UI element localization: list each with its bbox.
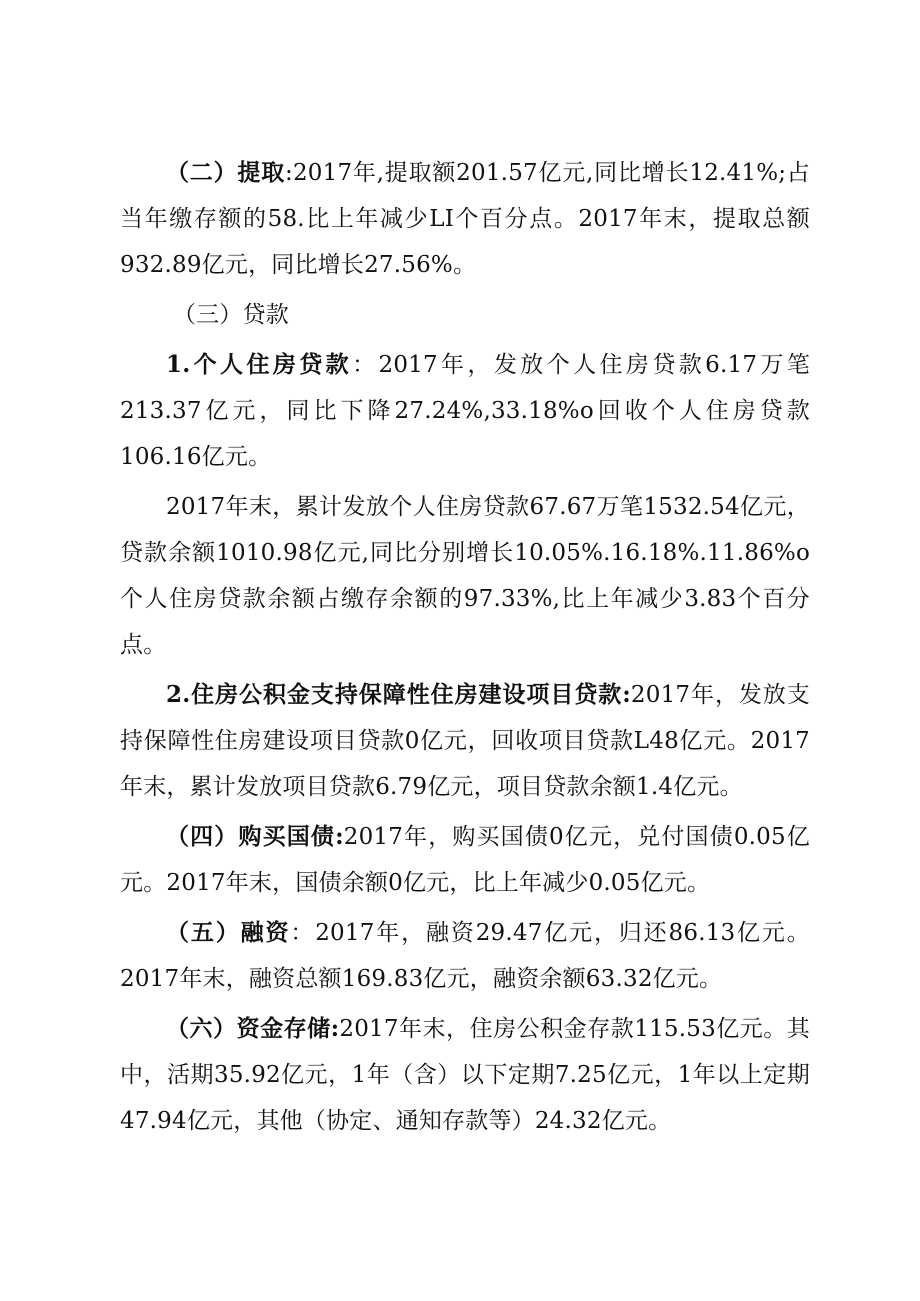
paragraph-heading: （二）提取	[166, 159, 285, 186]
paragraph-text: 2017年末，住房公积金存款115.53亿元。其中，活期35.92亿元，1年（含）以下定期7.25亿元，1年以上定期47.94亿元，其他（协定、通知存款等）24.32亿元。	[120, 1016, 811, 1134]
paragraph-financing	[120, 910, 810, 1002]
paragraph-project-loans	[120, 672, 810, 810]
paragraph-text: 2017年末，累计发放个人住房贷款67.67万笔1532.54亿元，贷款余额1010.98亿元,同比分别增长10.05%.16.18%.11.86%o个人住房贷款余额占缴存余额的97.33%,比上年减少3.83个百分点。	[120, 494, 810, 658]
paragraph-heading: （五）融资	[166, 919, 291, 946]
paragraph-text: 2017年，发放支持保障性住房建设项目贷款0亿元，回收项目贷款L48亿元。2017年末，累计发放项目贷款6.79亿元，项目贷款余额1.4亿元。	[120, 682, 810, 800]
paragraph-loans-heading	[120, 292, 810, 338]
paragraph-heading: （四）购买国债:	[166, 823, 344, 850]
paragraph-deposits	[120, 1006, 810, 1144]
document-page	[120, 150, 810, 1144]
paragraph-text: ：2017年，发放个人住房贷款6.17万笔213.37亿元，同比下降27.24%,33.18%o回收个人住房贷款106.16亿元。	[120, 352, 810, 470]
paragraph-heading: 2.住房公积金支持保障性住房建设项目贷款:	[166, 681, 631, 708]
paragraph-heading: （六）资金存储:	[166, 1015, 340, 1042]
paragraph-text: ：2017年，融资29.47亿元，归还86.13亿元。2017年末，融资总额169.83亿元，融资余额63.32亿元。	[120, 920, 810, 992]
paragraph-personal-loans	[120, 342, 810, 480]
paragraph-heading: 1.个人住房贷款	[166, 351, 353, 378]
paragraph-text: 2017年，购买国债0亿元，兑付国债0.05亿元。2017年末，国债余额0亿元，比上年减少0.05亿元。	[120, 824, 810, 896]
paragraph-text: （三）贷款	[172, 302, 289, 328]
paragraph-loan-balance	[120, 484, 810, 668]
paragraph-withdrawal	[120, 150, 810, 288]
paragraph-text: :2017年,提取额201.57亿元,同比增长12.41%;占当年缴存额的58.比上年减少LI个百分点。2017年末，提取总额932.89亿元，同比增长27.56%。	[120, 160, 811, 278]
paragraph-bonds	[120, 814, 810, 906]
